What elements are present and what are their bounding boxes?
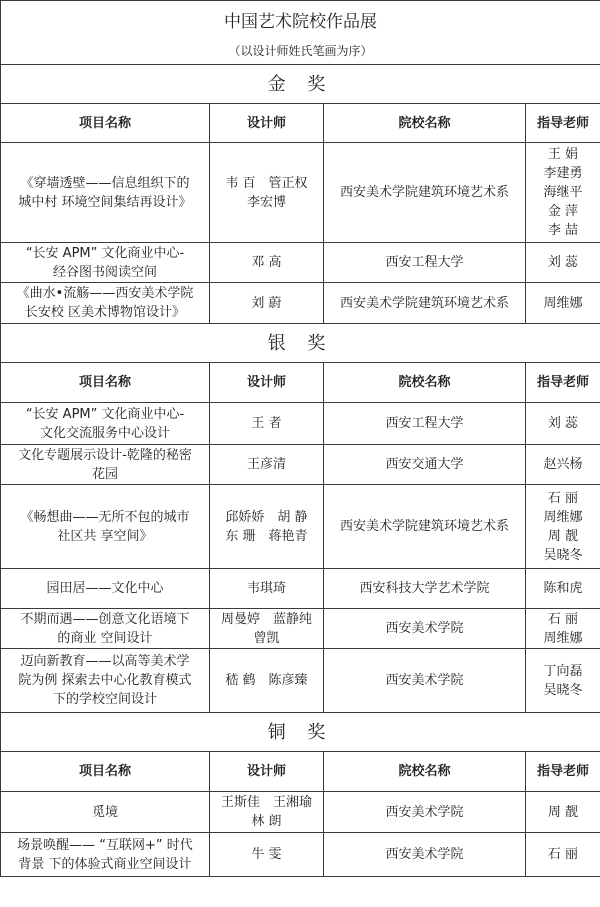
project-name-cell-line: 城中村 环境空间集结再设计》 bbox=[18, 194, 192, 210]
project-name-cell bbox=[1, 833, 210, 877]
project-name-cell-line: 背景 下的体验式商业空间设计 bbox=[18, 856, 192, 872]
header-advisor: 指导老师 bbox=[526, 104, 600, 143]
header-designer: 设计师 bbox=[210, 104, 324, 143]
designer-cell-line: 东 珊 蒋艳青 bbox=[225, 528, 308, 544]
advisor-cell-line: 周维娜 bbox=[543, 295, 583, 311]
table-row bbox=[1, 403, 600, 445]
table-row bbox=[1, 243, 600, 283]
designer-cell-line: 李宏博 bbox=[246, 194, 286, 210]
subtitle-row bbox=[1, 41, 600, 65]
column-header-row bbox=[1, 363, 600, 403]
designer-cell bbox=[210, 143, 324, 243]
header-designer: 设计师 bbox=[210, 363, 324, 403]
project-name-cell-line: 文化交流服务中心设计 bbox=[39, 425, 170, 441]
school-cell: 西安交通大学 bbox=[324, 445, 526, 485]
project-name-cell-line: 《穿墙透壁——信息组织下的 bbox=[20, 175, 190, 191]
project-name-cell-line: 经谷图书阅读空间 bbox=[52, 264, 157, 280]
designer-cell-line: 嵇 鹤 陈彦臻 bbox=[225, 673, 308, 688]
designer-cell bbox=[210, 243, 324, 283]
school-cell: 西安美术学院 bbox=[324, 609, 526, 649]
project-name-cell-line: 《畅想曲——无所不包的城市 bbox=[20, 509, 190, 525]
advisor-cell-line: 丁向磊 bbox=[543, 663, 583, 679]
school-cell: 西安美术学院 bbox=[324, 792, 526, 833]
header-school: 院校名称 bbox=[324, 752, 526, 792]
advisor-cell-line: 赵兴杨 bbox=[543, 457, 583, 472]
advisor-cell-line: 海继平 bbox=[543, 185, 583, 200]
project-name-cell-line: 觅境 bbox=[91, 804, 118, 820]
table-row bbox=[1, 792, 600, 833]
school-cell: 西安美术学院建筑环境艺术系 bbox=[324, 485, 526, 569]
designer-cell-line: 周曼婷 蓝静纯 bbox=[220, 611, 312, 627]
school-cell: 西安美术学院建筑环境艺术系 bbox=[324, 283, 526, 324]
designer-cell bbox=[210, 283, 324, 324]
header-school: 院校名称 bbox=[324, 104, 526, 143]
section-row bbox=[1, 324, 600, 363]
advisor-cell-line: 石 丽 bbox=[547, 611, 579, 627]
project-name-cell-line: 文化专题展示设计-乾隆的秘密 bbox=[18, 447, 192, 463]
page-title: 中国艺术院校作品展 bbox=[1, 1, 600, 41]
designer-cell-line: 牛 雯 bbox=[251, 847, 282, 862]
project-name-cell-line: 社区共 享空间》 bbox=[57, 528, 153, 544]
designer-cell bbox=[210, 792, 324, 833]
header-project: 项目名称 bbox=[1, 363, 210, 403]
column-header-row bbox=[1, 752, 600, 792]
table-row bbox=[1, 283, 600, 324]
advisor-cell-line: 周维娜 bbox=[543, 509, 583, 525]
page-subtitle: （以设计师姓氏笔画为序） bbox=[1, 41, 600, 65]
header-advisor: 指导老师 bbox=[526, 363, 600, 403]
project-name-cell-line: 花园 bbox=[91, 466, 118, 482]
advisor-cell bbox=[526, 569, 600, 609]
project-name-cell bbox=[1, 243, 210, 283]
school-cell: 西安工程大学 bbox=[324, 403, 526, 445]
project-name-cell-line: “长安 APM” 文化商业中心- bbox=[25, 245, 185, 261]
advisor-cell bbox=[526, 445, 600, 485]
advisor-cell-line: 刘 蕊 bbox=[547, 416, 579, 431]
designer-cell bbox=[210, 445, 324, 485]
advisor-cell bbox=[526, 609, 600, 649]
project-name-cell bbox=[1, 609, 210, 649]
project-name-cell bbox=[1, 143, 210, 243]
advisor-cell bbox=[526, 243, 600, 283]
project-name-cell bbox=[1, 792, 210, 833]
project-name-cell-line: 下的学校空间设计 bbox=[52, 692, 157, 707]
table-row bbox=[1, 569, 600, 609]
header-project: 项目名称 bbox=[1, 752, 210, 792]
section-title: 银 奖 bbox=[1, 324, 600, 363]
advisor-cell bbox=[526, 403, 600, 445]
section-row bbox=[1, 65, 600, 104]
designer-cell-line: 林 朗 bbox=[251, 814, 282, 829]
project-name-cell bbox=[1, 485, 210, 569]
header-advisor: 指导老师 bbox=[526, 752, 600, 792]
column-header-row bbox=[1, 104, 600, 143]
table-row bbox=[1, 609, 600, 649]
school-cell: 西安科技大学艺术学院 bbox=[324, 569, 526, 609]
advisor-cell-line: 吴晓冬 bbox=[543, 547, 583, 563]
designer-cell-line: 邱娇娇 胡 静 bbox=[225, 509, 308, 525]
table-row bbox=[1, 649, 600, 713]
school-cell: 西安美术学院 bbox=[324, 649, 526, 713]
section-title: 金 奖 bbox=[1, 65, 600, 104]
project-name-cell bbox=[1, 283, 210, 324]
advisor-cell-line: 吴晓冬 bbox=[543, 682, 583, 698]
advisor-cell bbox=[526, 143, 600, 243]
advisor-cell-line: 石 丽 bbox=[547, 847, 579, 862]
title-row bbox=[1, 1, 600, 41]
project-name-cell-line: 的商业 空间设计 bbox=[57, 630, 153, 646]
project-name-cell-line: 场景唤醒—— “互联网+” 时代 bbox=[17, 837, 193, 853]
project-name-cell bbox=[1, 403, 210, 445]
designer-cell-line: 王彦清 bbox=[246, 457, 286, 472]
designer-cell bbox=[210, 485, 324, 569]
advisor-cell-line: 周 靓 bbox=[547, 528, 579, 544]
designer-cell-line: 曾凯 bbox=[253, 630, 280, 646]
project-name-cell-line: 不期而遇——创意文化语境下 bbox=[20, 611, 190, 627]
section-row bbox=[1, 713, 600, 752]
project-name-cell-line: 院为例 探索去中心化教育模式 bbox=[18, 673, 192, 688]
project-name-cell-line: 园田居——文化中心 bbox=[46, 581, 164, 596]
project-name-cell-line: “长安 APM” 文化商业中心- bbox=[25, 406, 185, 422]
designer-cell bbox=[210, 609, 324, 649]
project-name-cell-line: 《曲水•流觞——西安美术学院 bbox=[16, 286, 194, 301]
advisor-cell-line: 金 萍 bbox=[547, 204, 579, 219]
header-designer: 设计师 bbox=[210, 752, 324, 792]
project-name-cell bbox=[1, 445, 210, 485]
section-title: 铜 奖 bbox=[1, 713, 600, 752]
designer-cell bbox=[210, 833, 324, 877]
advisor-cell bbox=[526, 792, 600, 833]
school-cell: 西安美术学院 bbox=[324, 833, 526, 877]
advisor-cell bbox=[526, 485, 600, 569]
advisor-cell bbox=[526, 649, 600, 713]
designer-cell-line: 邓 高 bbox=[251, 255, 282, 270]
designer-cell-line: 刘 蔚 bbox=[251, 295, 282, 311]
designer-cell bbox=[210, 649, 324, 713]
advisor-cell-line: 石 丽 bbox=[547, 490, 579, 506]
advisor-cell-line: 李 喆 bbox=[547, 223, 579, 238]
advisor-cell bbox=[526, 283, 600, 324]
advisor-cell-line: 刘 蕊 bbox=[547, 255, 579, 270]
header-school: 院校名称 bbox=[324, 363, 526, 403]
designer-cell-line: 韦琪琦 bbox=[246, 581, 286, 596]
project-name-cell bbox=[1, 569, 210, 609]
header-project: 项目名称 bbox=[1, 104, 210, 143]
designer-cell-line: 王 者 bbox=[251, 416, 282, 431]
school-cell: 西安美术学院建筑环境艺术系 bbox=[324, 143, 526, 243]
award-table-body bbox=[1, 1, 600, 877]
project-name-cell bbox=[1, 649, 210, 713]
table-row bbox=[1, 833, 600, 877]
advisor-cell-line: 周 靓 bbox=[547, 804, 579, 820]
designer-cell bbox=[210, 569, 324, 609]
table-row bbox=[1, 143, 600, 243]
table-row bbox=[1, 445, 600, 485]
advisor-cell-line: 王 娟 bbox=[547, 147, 579, 162]
advisor-cell-line: 陈和虎 bbox=[543, 581, 583, 596]
designer-cell-line: 韦 百 管正权 bbox=[225, 175, 308, 191]
advisor-cell-line: 周维娜 bbox=[543, 630, 583, 646]
advisor-cell bbox=[526, 833, 600, 877]
table-row bbox=[1, 485, 600, 569]
school-cell: 西安工程大学 bbox=[324, 243, 526, 283]
project-name-cell-line: 长安校 区美术博物馆设计》 bbox=[24, 305, 186, 320]
designer-cell-line: 王斯佳 王湘瑜 bbox=[220, 795, 312, 810]
designer-cell bbox=[210, 403, 324, 445]
advisor-cell-line: 李建勇 bbox=[543, 166, 583, 181]
project-name-cell-line: 迈向新教育——以高等美术学 bbox=[20, 654, 190, 669]
